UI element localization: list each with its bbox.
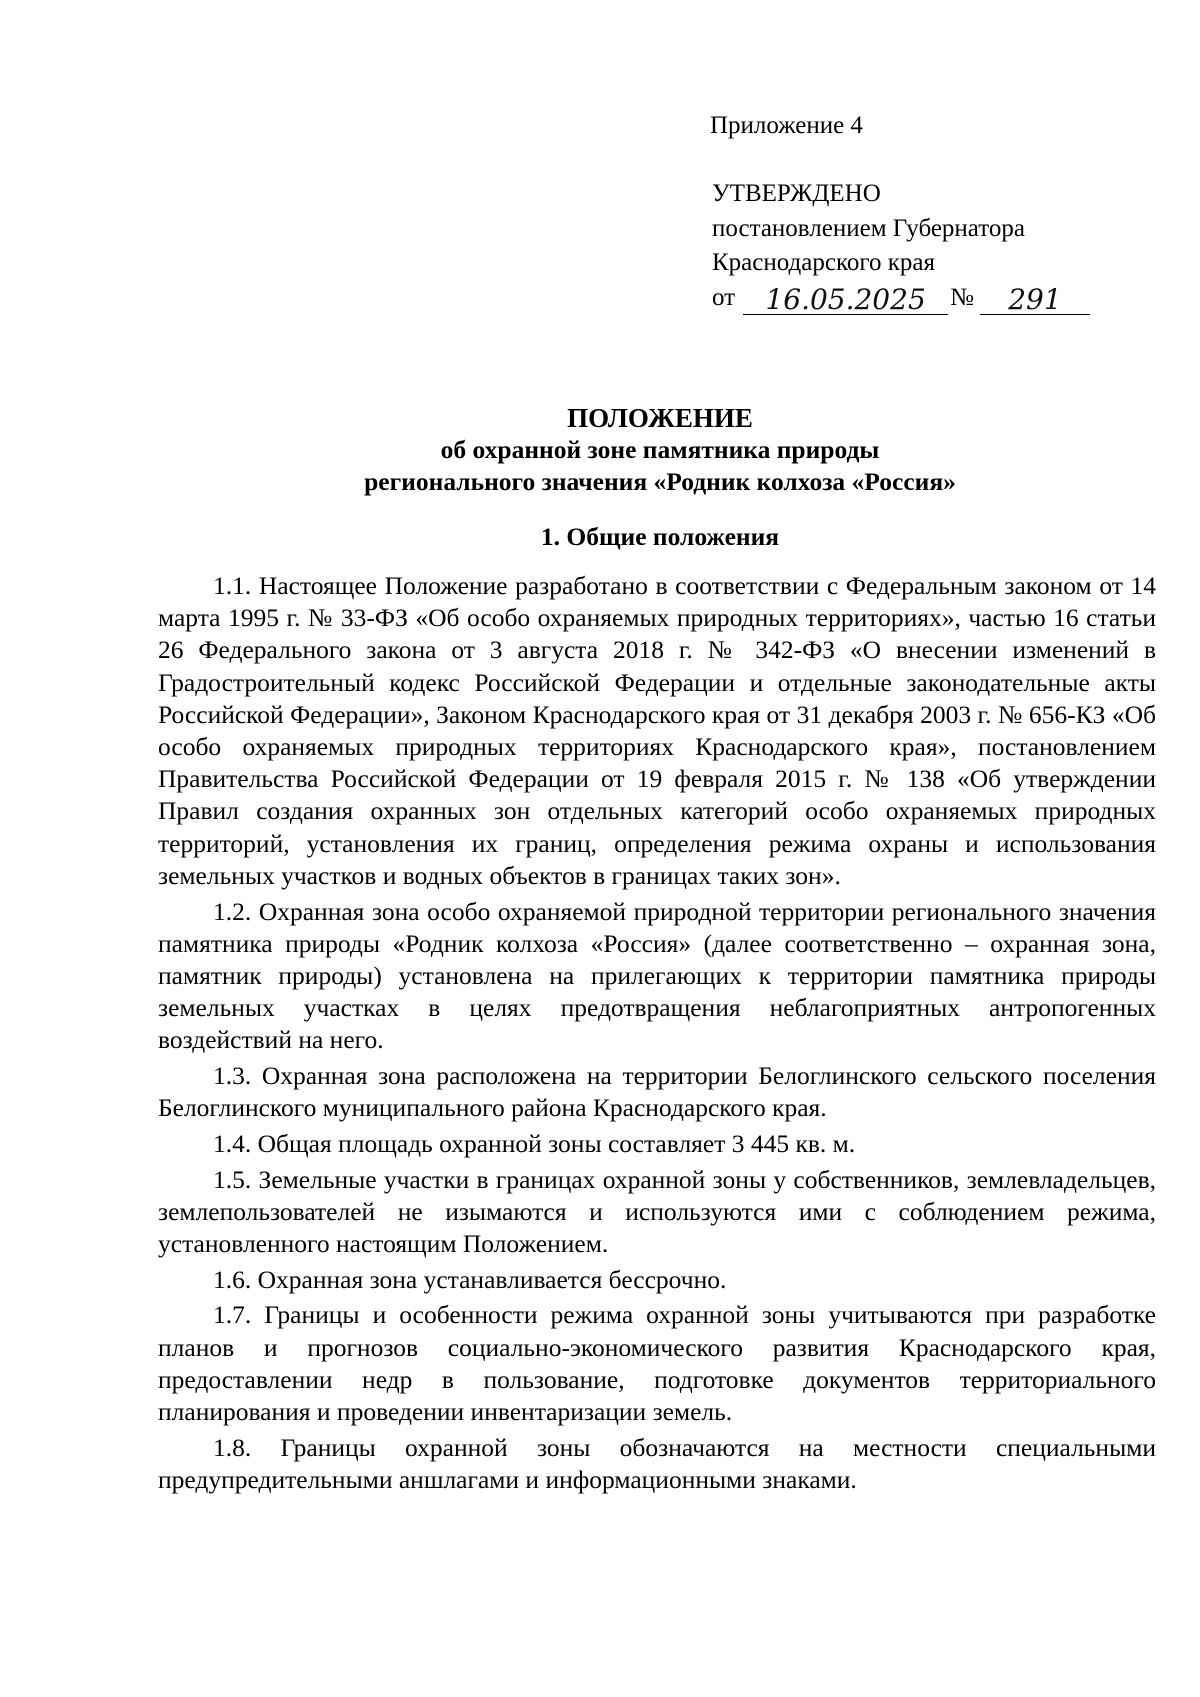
paragraph-1-8: 1.8. Границы охранной зоны обозначаются на местности специальными предупредительными аншлагами и информационными знаками. [158, 1432, 1156, 1494]
title-main: ПОЛОЖЕНИЕ [567, 403, 753, 433]
approved-stamp: УТВЕРЖДЕНО [712, 180, 881, 207]
paragraph-1-3: 1.3. Охранная зона расположена на территории Белоглинского сельского поселения Белоглинского муниципального района Краснодарского края. [158, 1061, 1156, 1123]
section-heading: 1. Общие положения [540, 522, 780, 551]
paragraph-1-5: 1.5. Земельные участки в границах охранной зоны у собственников, землевладельцев, землепользователей не изымаются и используются ими с соблюдением режима, установленного настоящим Положением. [158, 1164, 1156, 1259]
number-label: № [950, 283, 974, 311]
approval-block [712, 177, 1172, 315]
from-label: от [712, 283, 736, 311]
handwritten-number: 291 [980, 286, 1090, 315]
annex-label: Приложение 4 [710, 112, 863, 139]
title-line-2: об охранной зоне памятника природы [440, 435, 880, 464]
paragraph-1-6: 1.6. Охранная зона устанавливается бессрочно. [213, 1264, 727, 1294]
paragraph-1-4: 1.4. Общая площадь охранной зоны составляет 3 445 кв. м. [213, 1128, 856, 1158]
title-line-3: регионального значения «Родник колхоза «Россия» [364, 467, 956, 496]
paragraph-1-1: 1.1. Настоящее Положение разработано в соответствии с Федеральным законом от 14 марта 1995 г. № 33-ФЗ «Об особо охраняемых природных территориях», частью 16 статьи 26 Федерального закона от 3 августа 2018 г. № 342-ФЗ «О внесении изменений в Градостроительный кодекс Российской Федерации и отдельные законодательные акты Российской Федерации», Законом Краснодарского края от 31 декабря 2003 г. № 656-КЗ «Об особо охраняемых природных территориях Краснодарского края», постановлением Правительства Российской Федерации от 19 февраля 2015 г. № 138 «Об утверждении Правил создания охранных зон отдельных категорий особо охраняемых природных территорий, установления их границ, определения режима охраны и использования земельных участков и водных объектов в границах таких зон». [158, 571, 1156, 890]
section-body [158, 570, 1156, 1500]
approved-by-line-2: Краснодарского края [712, 249, 935, 276]
approved-by-line-1: постановлением Губернатора [712, 214, 1025, 242]
document-title [0, 402, 1200, 498]
paragraph-1-2: 1.2. Охранная зона особо охраняемой природной территории регионального значения памятника природы «Родник колхоза «Россия» (далее соответственно – охранная зона, памятник природы) установлена на прилегающих к территории памятника природы земельных участках в целях предотвращения неблагоприятных антропогенных воздействий на него. [158, 896, 1156, 1055]
handwritten-date: 16.05.2025 [743, 286, 948, 315]
date-number-line [712, 281, 1172, 316]
paragraph-1-7: 1.7. Границы и особенности режима охранной зоны учитываются при разработке планов и прогнозов социально-экономического развития Краснодарского края, предоставлении недр в пользование, подготовке документов территориального планирования и проведении инвентаризации земель. [158, 1300, 1156, 1427]
